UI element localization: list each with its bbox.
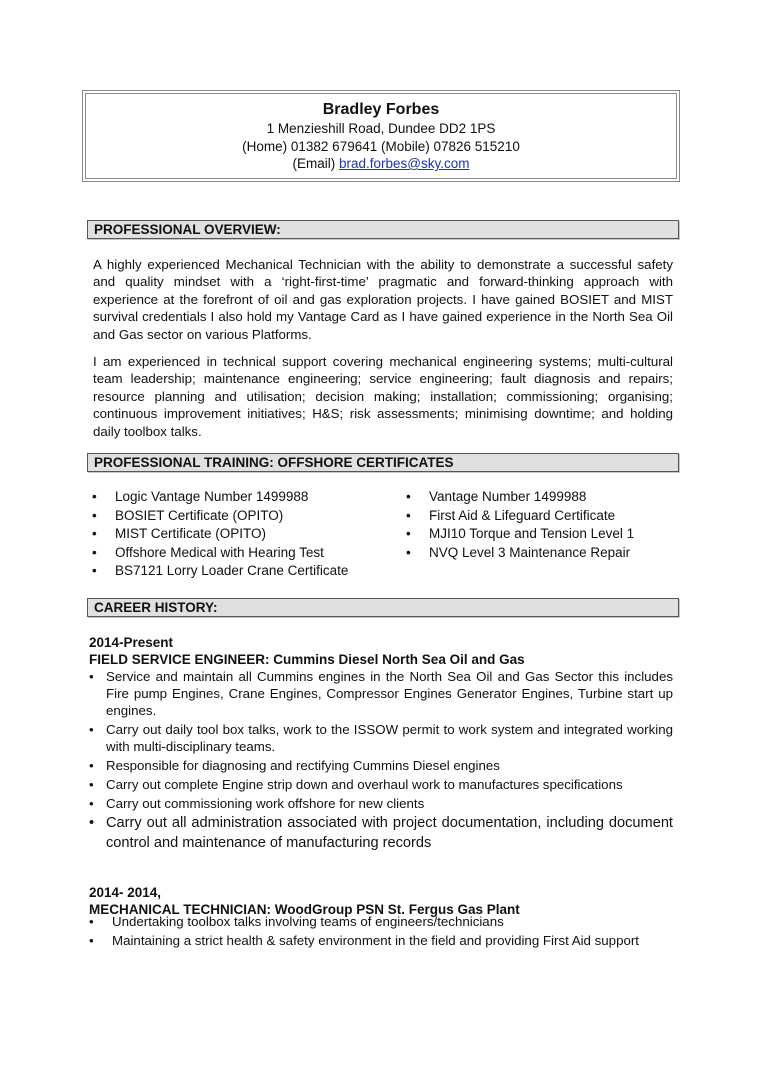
job-period: 2014-Present — [89, 635, 174, 650]
list-item: • Undertaking toolbox talks involving teams of engineers/technicians — [89, 914, 504, 929]
job-duties-list — [89, 912, 679, 950]
overview-paragraph-1: A highly experienced Mechanical Technician with the ability to demonstrate a successful safety and quality mindset with a ‘right-first-time’ pragmatic and forward-thinking approach with experience at the forefront of oil and gas exploration projects. I have gained BOSIET and MIST survival credentials I also hold my Vantage Card as I have gained experience in the North Sea Oil and Gas sector on various Platforms. — [93, 257, 673, 342]
list-item: • MJI10 Torque and Tension Level 1 — [406, 525, 634, 544]
job-role: MECHANICAL TECHNICIAN: WoodGroup PSN St. Fergus Gas Plant — [89, 902, 520, 917]
list-item: • Offshore Medical with Hearing Test — [92, 544, 348, 563]
bullet-icon: • — [89, 722, 94, 737]
candidate-name: Bradley Forbes — [322, 101, 440, 118]
list-item: • BOSIET Certificate (OPITO) — [92, 507, 348, 526]
email-link[interactable]: brad.forbes@sky.com — [339, 156, 470, 171]
contact-header-box — [85, 93, 677, 179]
list-item: • Logic Vantage Number 1499988 — [92, 488, 348, 507]
job-duties-list — [89, 668, 673, 855]
certificates-list-right — [406, 488, 634, 562]
email-line — [86, 155, 676, 173]
list-item: • Carry out daily tool box talks, work to the ISSOW permit to work system and integrated working with multi-disciplinary teams. — [89, 722, 673, 754]
list-item: • Vantage Number 1499988 — [406, 488, 634, 507]
bullet-icon: • — [92, 489, 97, 504]
bullet-icon: • — [89, 815, 95, 831]
job-role: FIELD SERVICE ENGINEER: Cummins Diesel North Sea Oil and Gas — [89, 652, 525, 667]
list-item: • First Aid & Lifeguard Certificate — [406, 507, 634, 526]
bullet-icon: • — [406, 544, 411, 560]
bullet-icon: • — [406, 489, 411, 504]
bullet-icon: • — [406, 526, 411, 542]
section-header-overview: PROFESSIONAL OVERVIEW: — [87, 220, 679, 239]
list-item: • Carry out complete Engine strip down and overhaul work to manufactures specifications — [89, 777, 623, 792]
list-item: • Service and maintain all Cummins engines in the North Sea Oil and Gas Sector this includes Fire pump Engines, Crane Engines, Compressor Engines Generator Engines, Turbine start up engines. — [89, 669, 673, 718]
list-item: • Carry out all administration associated with project documentation, including document control and maintenance of manufacturing records — [89, 815, 673, 851]
bullet-icon: • — [89, 758, 94, 773]
bullet-icon: • — [89, 669, 94, 684]
list-item: • NVQ Level 3 Maintenance Repair — [406, 544, 634, 563]
bullet-icon: • — [92, 563, 97, 579]
bullet-icon: • — [92, 544, 97, 560]
phone-numbers: (Home) 01382 679641 (Mobile) 07826 515210 — [242, 138, 520, 154]
job-period: 2014- 2014, — [89, 885, 162, 900]
list-item: • BS7121 Lorry Loader Crane Certificate — [92, 562, 348, 581]
section-header-career: CAREER HISTORY: — [87, 598, 679, 617]
address: 1 Menzieshill Road, Dundee DD2 1PS — [266, 121, 496, 136]
bullet-icon: • — [89, 914, 94, 929]
bullet-icon: • — [406, 507, 411, 523]
section-header-training: PROFESSIONAL TRAINING: OFFSHORE CERTIFICATES — [87, 453, 679, 472]
bullet-icon: • — [89, 777, 94, 792]
list-item: • Maintaining a strict health & safety environment in the field and providing First Aid support — [89, 933, 639, 948]
overview-paragraph-2: I am experienced in technical support covering mechanical engineering systems; multi-cultural team leadership; maintenance engineering; service engineering; fault diagnosis and repairs; resource planning and utilisation; decision making; installation; commissioning; organising; continuous improvement initiatives; H&S; risk assessments; minimising downtime; and holding daily toolbox talks. — [93, 354, 673, 439]
bullet-icon: • — [89, 933, 94, 948]
bullet-icon: • — [89, 796, 94, 811]
bullet-icon: • — [92, 507, 97, 523]
email-label: (Email) — [292, 156, 339, 171]
list-item: • MIST Certificate (OPITO) — [92, 525, 348, 544]
list-item: • Responsible for diagnosing and rectifying Cummins Diesel engines — [89, 758, 500, 773]
list-item: • Carry out commissioning work offshore for new clients — [89, 796, 425, 811]
certificates-list-left — [92, 488, 348, 581]
bullet-icon: • — [92, 526, 97, 542]
